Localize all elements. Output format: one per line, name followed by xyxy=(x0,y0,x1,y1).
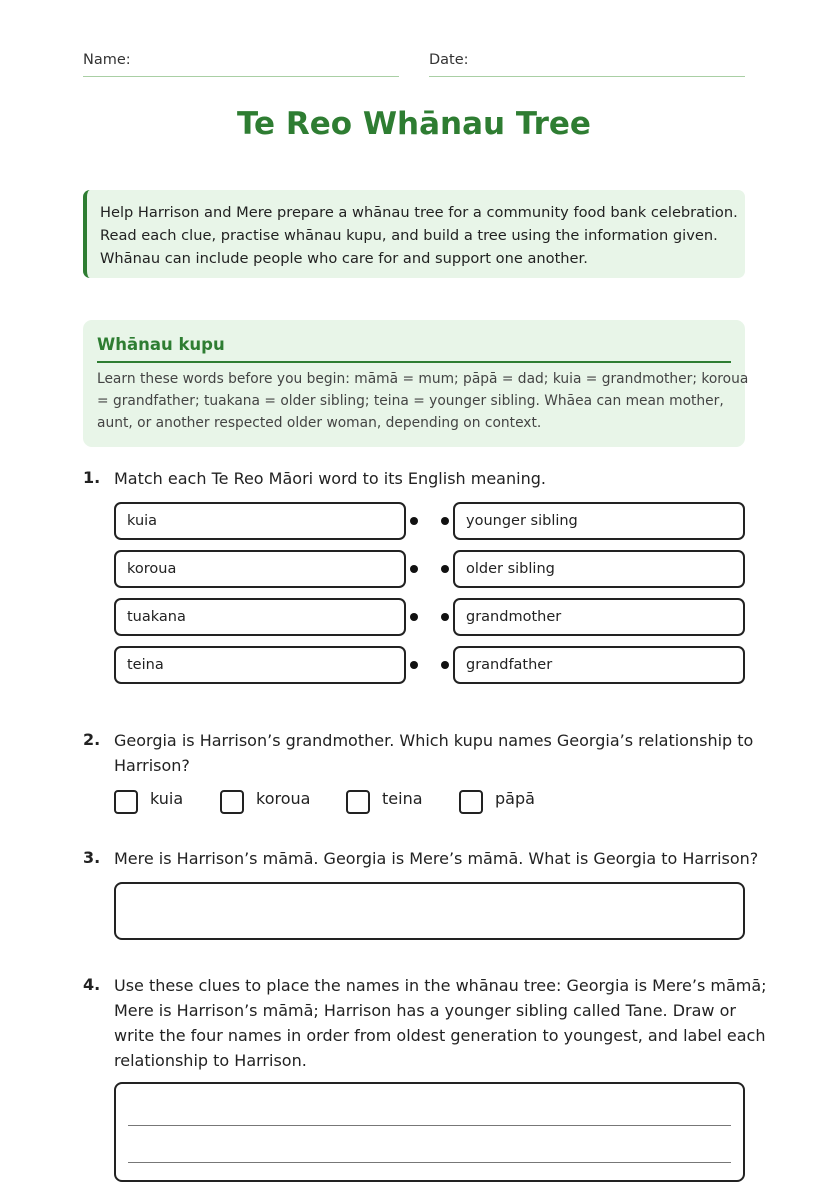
match-left-item[interactable]: teina xyxy=(114,646,406,684)
option-label: teina xyxy=(382,789,423,808)
match-left-item[interactable]: koroua xyxy=(114,550,406,588)
date-label: Date: xyxy=(429,52,469,68)
question-4-line: relationship to Harrison. xyxy=(114,1051,307,1070)
checkbox[interactable] xyxy=(114,790,138,814)
question-2-line: Georgia is Harrison’s grandmother. Which kupu names Georgia’s relationship to xyxy=(114,731,754,750)
match-right-item[interactable]: grandfather xyxy=(453,646,745,684)
question-1-number: 1. xyxy=(83,468,101,487)
vocab-text xyxy=(97,368,749,434)
match-right-item[interactable]: grandmother xyxy=(453,598,745,636)
intro-line: Whānau can include people who care for and support one another. xyxy=(100,250,588,267)
page-title: Te Reo Whānau Tree xyxy=(237,106,591,142)
vocab-line: aunt, or another respected older woman, depending on context. xyxy=(97,415,542,431)
question-4-answer-box[interactable] xyxy=(114,1082,745,1182)
question-1-text: Match each Te Reo Māori word to its English meaning. xyxy=(114,469,546,488)
match-left-dot[interactable] xyxy=(410,613,418,621)
option-label: koroua xyxy=(256,789,311,808)
vocab-line: = grandfather; tuakana = older sibling; teina = younger sibling. Whāea can mean mother, xyxy=(97,393,724,409)
match-right-item[interactable]: older sibling xyxy=(453,550,745,588)
question-3-answer-box[interactable] xyxy=(114,882,745,940)
match-right-dot[interactable] xyxy=(441,661,449,669)
vocab-box xyxy=(83,320,749,447)
question-4-line: Mere is Harrison’s māmā; Harrison has a younger sibling called Tane. Draw or xyxy=(114,1001,736,1020)
vocab-line: Learn these words before you begin: māmā = mum; pāpā = dad; kuia = grandmother; koroua xyxy=(97,371,749,387)
match-left-dot[interactable] xyxy=(410,517,418,525)
match-right-item[interactable]: younger sibling xyxy=(453,502,745,540)
question-2-number: 2. xyxy=(83,730,101,749)
question-2-line: Harrison? xyxy=(114,756,190,775)
intro-line: Help Harrison and Mere prepare a whānau tree for a community food bank celebration. xyxy=(100,204,738,221)
name-label: Name: xyxy=(83,52,131,68)
name-field[interactable] xyxy=(83,76,399,77)
match-left-dot[interactable] xyxy=(410,565,418,573)
question-3-number: 3. xyxy=(83,848,101,867)
question-3-text: Mere is Harrison’s māmā. Georgia is Mere’s māmā. What is Georgia to Harrison? xyxy=(114,849,759,868)
question-4-line: Use these clues to place the names in the whānau tree: Georgia is Mere’s māmā; xyxy=(114,976,767,995)
question-4-line: write the four names in order from oldest generation to youngest, and label each xyxy=(114,1026,766,1045)
date-field[interactable] xyxy=(429,76,745,77)
match-right-dot[interactable] xyxy=(441,565,449,573)
vocab-heading: Whānau kupu xyxy=(97,333,731,363)
checkbox[interactable] xyxy=(346,790,370,814)
match-left-item[interactable]: tuakana xyxy=(114,598,406,636)
option-label: pāpā xyxy=(495,789,535,808)
writing-line xyxy=(128,1162,731,1163)
intro-line: Read each clue, practise whānau kupu, and build a tree using the information given. xyxy=(100,227,718,244)
option-label: kuia xyxy=(150,789,184,808)
checkbox[interactable] xyxy=(459,790,483,814)
checkbox[interactable] xyxy=(220,790,244,814)
match-right-dot[interactable] xyxy=(441,517,449,525)
question-4-number: 4. xyxy=(83,975,101,994)
match-right-dot[interactable] xyxy=(441,613,449,621)
match-left-item[interactable]: kuia xyxy=(114,502,406,540)
intro-callout xyxy=(83,190,745,278)
match-left-dot[interactable] xyxy=(410,661,418,669)
writing-line xyxy=(128,1125,731,1126)
